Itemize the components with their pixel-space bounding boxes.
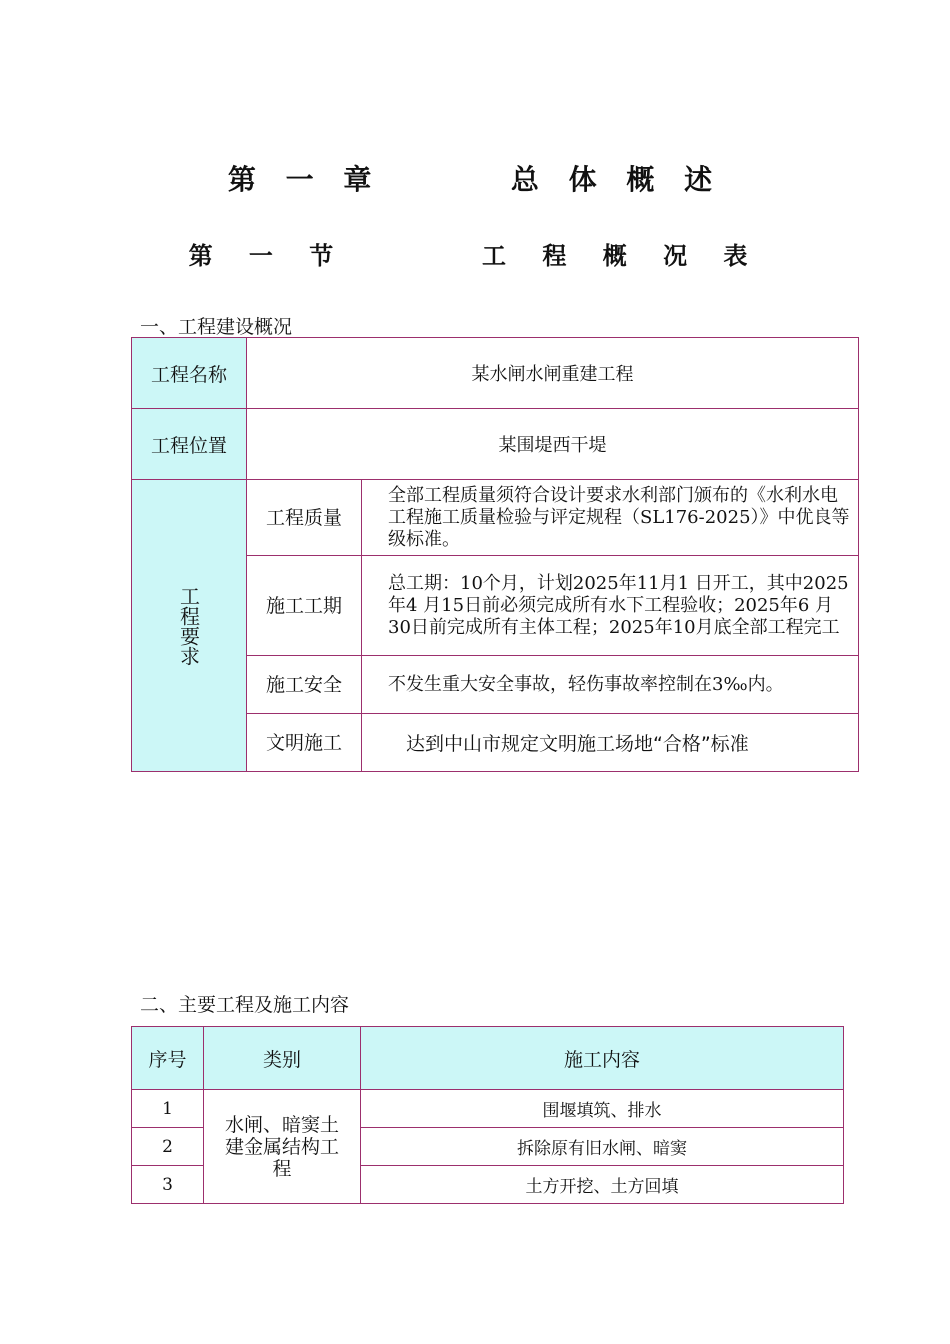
row-content: 围堰填筑、排水 bbox=[361, 1090, 844, 1128]
safety-label: 施工安全 bbox=[247, 656, 362, 714]
schedule-label: 施工工期 bbox=[247, 556, 362, 656]
section-number: 第 一 节 bbox=[188, 242, 348, 270]
requirements-label-text: 工程要求 bbox=[176, 585, 201, 666]
section-title bbox=[0, 236, 950, 271]
safety-value: 不发生重大安全事故，轻伤事故率控制在3‰内。 bbox=[362, 656, 859, 714]
overview-table bbox=[131, 337, 859, 772]
schedule-value: 总工期：10个月，计划2025年11月1 日开工，其中2025年4 月15日前必须完成所有水下工程验收；2025年6 月30日前完成所有主体工程；2025年10月底全部工程完工 bbox=[362, 556, 859, 656]
row-content: 拆除原有旧水闸、暗窦 bbox=[361, 1128, 844, 1166]
location-label: 工程位置 bbox=[132, 409, 247, 480]
quality-value: 全部工程质量须符合设计要求水利部门颁布的《水利水电工程施工质量检验与评定规程（SL176-2025）》中优良等级标准。 bbox=[362, 480, 859, 556]
chapter-number: 第 一 章 bbox=[227, 163, 382, 196]
row-no: 3 bbox=[132, 1166, 204, 1204]
chapter-name: 总 体 概 述 bbox=[510, 163, 723, 196]
chapter-title bbox=[0, 158, 950, 198]
civilized-value: 达到中山市规定文明施工场地“合格”标准 bbox=[362, 714, 859, 772]
row-content: 土方开挖、土方回填 bbox=[361, 1166, 844, 1204]
quality-label: 工程质量 bbox=[247, 480, 362, 556]
project-name-value: 某水闸水闸重建工程 bbox=[247, 338, 859, 409]
row-no: 2 bbox=[132, 1128, 204, 1166]
section-name: 工 程 概 况 表 bbox=[482, 242, 762, 270]
header-no: 序号 bbox=[132, 1027, 204, 1090]
header-category: 类别 bbox=[204, 1027, 361, 1090]
project-name-label: 工程名称 bbox=[132, 338, 247, 409]
category-cell: 水闸、暗窦土建金属结构工程 bbox=[204, 1090, 361, 1204]
civilized-label: 文明施工 bbox=[247, 714, 362, 772]
header-content: 施工内容 bbox=[361, 1027, 844, 1090]
part2-heading: 二、主要工程及施工内容 bbox=[140, 994, 350, 1016]
works-table bbox=[131, 1026, 844, 1204]
requirements-label bbox=[132, 480, 247, 772]
part1-heading: 一、工程建设概况 bbox=[140, 316, 293, 338]
row-no: 1 bbox=[132, 1090, 204, 1128]
location-value: 某围堤西干堤 bbox=[247, 409, 859, 480]
